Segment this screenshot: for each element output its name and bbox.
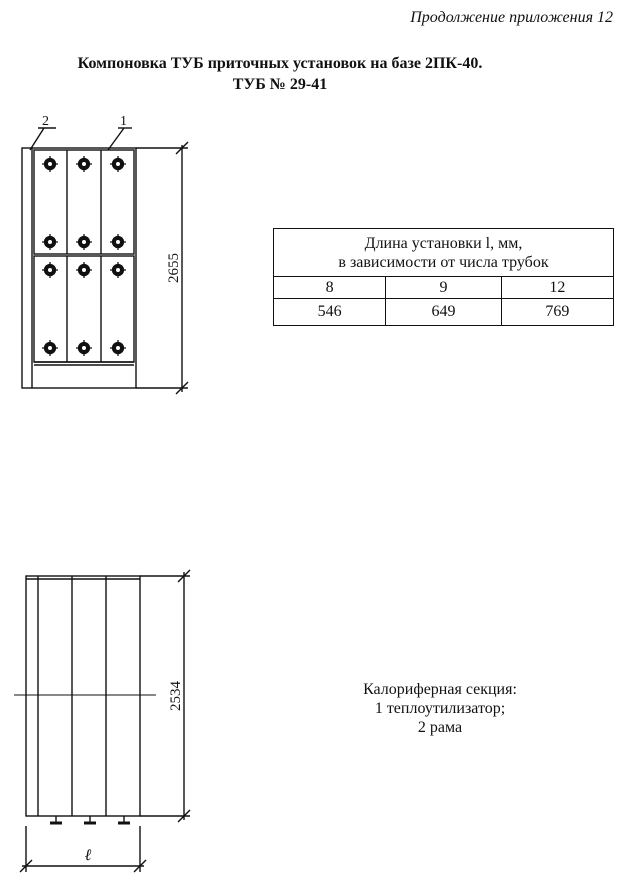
callout-1-leader (108, 128, 124, 150)
caption-line-1: Калориферная секция: (363, 681, 517, 698)
length-symbol: ℓ (84, 847, 92, 864)
side-frame-outline (26, 576, 140, 816)
table-header-line-1: Длина установки l, мм, (364, 235, 523, 252)
caption-line-3: 2 рама (417, 719, 463, 736)
callout-2-leader (30, 128, 44, 150)
table-header (274, 229, 614, 277)
tube-count-cell: 9 (386, 277, 502, 299)
top-view-drawing (0, 0, 641, 420)
support-feet (50, 816, 130, 823)
length-cell: 546 (274, 299, 386, 326)
tube-count-cell: 8 (274, 277, 386, 299)
title-line-2: ТУБ № 29-41 (232, 76, 328, 93)
callout-1-label: 1 (120, 114, 127, 129)
table-row (274, 299, 614, 326)
continuation-label: Продолжение приложения 12 (410, 9, 613, 26)
length-cell: 649 (386, 299, 502, 326)
callout-2-label: 2 (42, 114, 49, 129)
title-line-1: Компоновка ТУБ приточных установок на базе 2ПК-40. (77, 55, 483, 72)
table-header-line-2: в зависимости от числа трубок (338, 254, 549, 271)
length-cell: 769 (501, 299, 613, 326)
length-table (273, 228, 614, 326)
caption-line-2: 1 теплоутилизатор; (374, 700, 506, 717)
height-dim-top: 2655 (166, 253, 182, 283)
caption (330, 680, 550, 737)
tube-count-cell: 12 (501, 277, 613, 299)
table-row (274, 277, 614, 299)
height-dim-side: 2534 (168, 681, 184, 711)
